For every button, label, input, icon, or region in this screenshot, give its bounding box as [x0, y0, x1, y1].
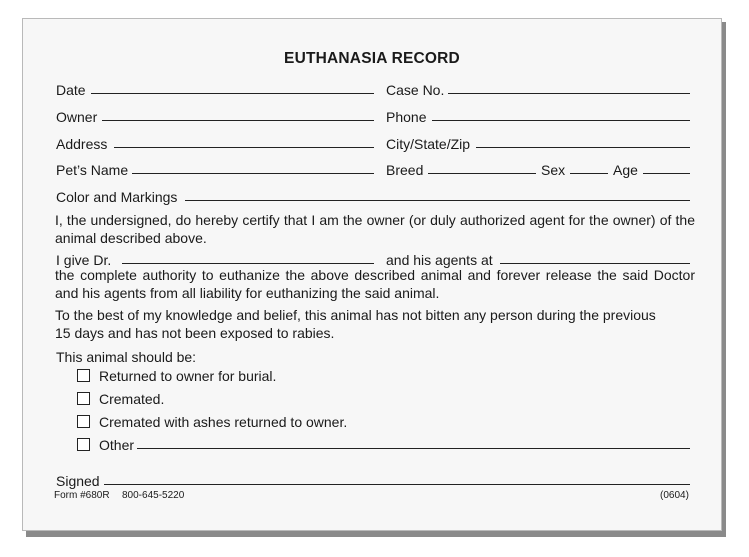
case-no-line[interactable]: [448, 93, 690, 94]
revision-code: (0604): [660, 490, 689, 501]
owner-line[interactable]: [102, 120, 374, 121]
authority-paragraph: the complete authority to euthanize the above described animal and forever release the said Doctor and his agents from all liability for euthanizing the said animal.: [55, 267, 695, 301]
address-label: Address: [56, 136, 108, 152]
breed-line[interactable]: [428, 173, 536, 174]
pets-name-line[interactable]: [132, 173, 374, 174]
color-markings-line[interactable]: [185, 200, 690, 201]
clinic-line[interactable]: [500, 263, 690, 264]
phone-line[interactable]: [432, 120, 690, 121]
age-line[interactable]: [643, 173, 690, 174]
cremated-checkbox[interactable]: [77, 392, 90, 405]
agents-at-label: and his agents at: [386, 252, 493, 268]
breed-label: Breed: [386, 162, 424, 178]
burial-option-label: Returned to owner for burial.: [99, 368, 277, 384]
knowledge-paragraph: To the best of my knowledge and belief, this animal has not bitten any person during the previous 15 days and has not been exposed to rabies.: [55, 307, 656, 341]
signature-line[interactable]: [104, 484, 690, 485]
sex-line[interactable]: [570, 173, 608, 174]
cremated-ashes-checkbox[interactable]: [77, 415, 90, 428]
other-option-label: Other: [99, 437, 135, 453]
date-line[interactable]: [91, 93, 374, 94]
euthanasia-record-form: [22, 18, 722, 531]
burial-checkbox[interactable]: [77, 369, 90, 382]
city-state-zip-label: City/State/Zip: [386, 136, 471, 152]
age-label: Age: [613, 162, 638, 178]
give-dr-label: I give Dr.: [56, 252, 112, 268]
date-label: Date: [56, 82, 86, 98]
case-no-label: Case No.: [386, 82, 445, 98]
other-line[interactable]: [137, 448, 690, 449]
cremated-ashes-option-label: Cremated with ashes returned to owner.: [99, 414, 348, 430]
should-be-label: This animal should be:: [56, 349, 197, 365]
signed-label: Signed: [56, 473, 100, 489]
pets-name-label: Pet’s Name: [56, 162, 129, 178]
form-number: Form #680R: [54, 490, 110, 501]
address-line[interactable]: [114, 147, 374, 148]
other-checkbox[interactable]: [77, 438, 90, 451]
sex-label: Sex: [541, 162, 566, 178]
cremated-option-label: Cremated.: [99, 391, 165, 407]
form-title: EUTHANASIA RECORD: [284, 50, 460, 67]
certify-paragraph: I, the undersigned, do hereby certify that I am the owner (or duly authorized agent for the owner) of the animal described above.: [55, 212, 695, 246]
owner-label: Owner: [56, 109, 98, 125]
phone-label: Phone: [386, 109, 427, 125]
doctor-name-line[interactable]: [122, 263, 374, 264]
city-state-zip-line[interactable]: [476, 147, 690, 148]
order-phone-number: 800-645-5220: [122, 490, 185, 501]
color-markings-label: Color and Markings: [56, 189, 178, 205]
